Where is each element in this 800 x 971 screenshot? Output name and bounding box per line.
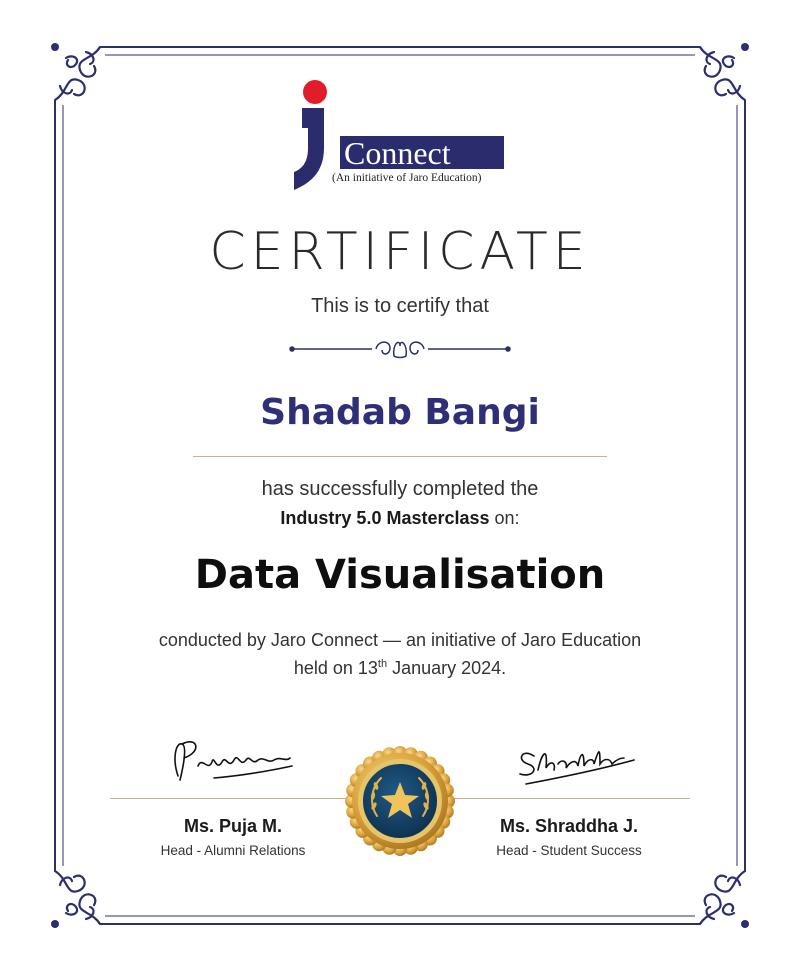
signatory-role: Head - Student Success: [496, 843, 642, 858]
recipient-underline: [193, 456, 607, 457]
signatory-name: Ms. Puja M.: [183, 816, 282, 836]
logo-wordmark: Connect: [344, 135, 451, 171]
held-on-line: [0, 654, 800, 682]
signature-line-left: [110, 798, 355, 799]
signature-right: [508, 734, 638, 788]
flourish-divider: [288, 330, 512, 364]
signatory-name: Ms. Shraddha J.: [499, 816, 639, 836]
program-line: [0, 508, 800, 529]
held-suffix: January 2024.: [387, 658, 507, 678]
held-ordinal: th: [377, 658, 388, 670]
conducted-line: conducted by Jaro Connect — an initiative of Jaro Education: [158, 630, 642, 650]
program-suffix: on:: [489, 508, 520, 528]
gold-seal-star-icon: [343, 744, 457, 858]
held-prefix: held on 13: [293, 658, 378, 678]
signatory-right: [456, 816, 682, 858]
certificate-title: CERTIFICATE: [209, 222, 591, 282]
signature-line-right: [446, 798, 690, 799]
signatory-left: [120, 816, 346, 858]
corner-ornament: [51, 43, 100, 100]
signatory-role: Head - Alumni Relations: [160, 843, 306, 858]
signature-left: [168, 732, 298, 786]
program-name: Industry 5.0 Masterclass: [280, 508, 490, 528]
conducted-block: [0, 626, 800, 682]
course-topic: Data Visualisation: [194, 552, 606, 598]
recipient-name: Shadab Bangi: [260, 392, 540, 433]
certify-line: This is to certify that: [311, 295, 489, 317]
logo-tagline: (An initiative of Jaro Education): [332, 172, 482, 184]
completed-line: has successfully completed the: [261, 478, 539, 500]
